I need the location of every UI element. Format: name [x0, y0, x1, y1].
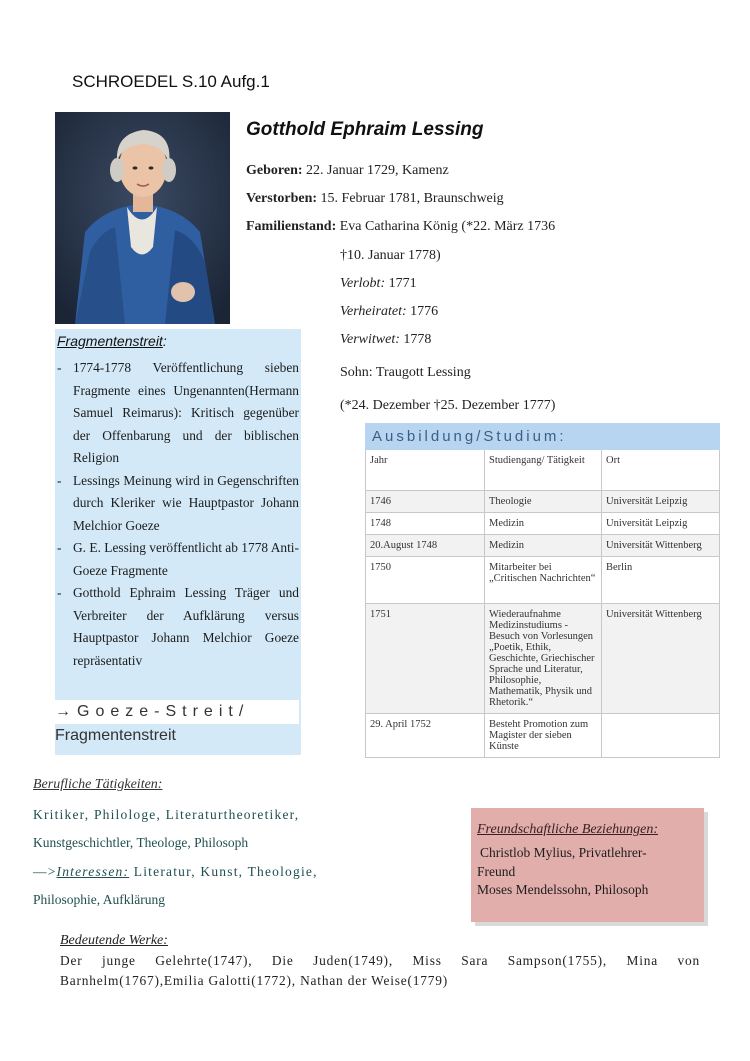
table-row — [366, 557, 720, 604]
table-cell: Universität Leipzig — [602, 513, 720, 535]
career-line-2: Kunstgeschichtler, Theologe, Philosoph — [33, 835, 249, 850]
family-cont: †10. Januar 1778) — [340, 248, 441, 263]
married-label: Verheiratet: — [340, 304, 407, 319]
family-line — [246, 219, 555, 235]
header-year: Jahr — [366, 450, 485, 491]
table-cell: Universität Wittenberg — [602, 604, 720, 714]
table-row — [366, 604, 720, 714]
table-cell: 1751 — [366, 604, 485, 714]
list-item: - 1774-1778 Veröffentlichung sieben Fragmente eines Ungenannten(Hermann Samuel Reimarus): Kritisch gegenüber der Offenbarung und der biblischen Religion — [57, 357, 299, 470]
born-value: 22. Januar 1729, Kamenz — [302, 163, 449, 178]
engaged-value: 1771 — [385, 276, 417, 291]
friendships-title: Freundschaftliche Beziehungen: — [477, 822, 659, 837]
table-cell: 1746 — [366, 491, 485, 513]
lessing-portrait — [55, 112, 230, 324]
table-row — [366, 535, 720, 557]
table-cell: Universität Leipzig — [602, 491, 720, 513]
table-row — [366, 714, 720, 758]
header-study: Studiengang/ Tätigkeit — [485, 450, 602, 491]
table-cell: Medizin — [485, 513, 602, 535]
table-cell: 20.August 1748 — [366, 535, 485, 557]
interests-prefix: —> — [33, 864, 57, 879]
widowed-line — [340, 332, 431, 348]
table-header-row — [366, 450, 720, 491]
family-label: Familienstand: — [246, 219, 337, 234]
born-label: Geboren: — [246, 163, 303, 178]
table-cell: Berlin — [602, 557, 720, 604]
engaged-line — [340, 276, 417, 292]
works-text: Der junge Gelehrte(1747), Die Juden(1749), Miss Sara Sampson(1755), Mina von Barnhelm(1767),Emilia Galotti(1772), Nathan der Weise(1779) — [60, 953, 700, 988]
table-cell: Theologie — [485, 491, 602, 513]
person-name: Gotthold Ephraim Lessing — [246, 119, 484, 140]
education-table — [365, 423, 720, 758]
table-cell: Universität Wittenberg — [602, 535, 720, 557]
son-dates: (*24. Dezember †25. Dezember 1777) — [340, 398, 556, 413]
goeze-streit-line: →Goeze-Streit/ — [55, 700, 299, 724]
married-line — [340, 304, 438, 320]
table-title-row — [366, 424, 720, 450]
family-value: Eva Catharina König (*22. März 1736 — [336, 219, 556, 234]
list-item: - Gotthold Ephraim Lessing Träger und Verbreiter der Aufklärung versus Hauptpastor Johann Melchior Goeze repräsentativ — [57, 582, 299, 672]
career-line-4: Philosophie, Aufklärung — [33, 892, 165, 907]
fragmentenstreit-colon: : — [162, 333, 167, 349]
table-cell: Wiederaufnahme Medizinstudiums -Besuch von Vorlesungen „Poetik, Ethik, Geschichte, Griechischer Sprache und Literatur, Philosophie, Mathematik, Physik und Rhetorik.“ — [485, 604, 602, 714]
portrait-image — [55, 112, 230, 324]
interests-line — [33, 864, 353, 880]
fragmentenstreit-title — [57, 333, 167, 349]
son-line: Sohn: Traugott Lessing — [340, 365, 471, 380]
fragmentenstreit-line: Fragmentenstreit — [55, 724, 179, 748]
education-title: Ausbildung/Studium: — [366, 424, 720, 450]
engaged-label: Verlobt: — [340, 276, 386, 291]
career-line-1: Kritiker, Philologe, Literaturtheoretiker, — [33, 807, 300, 822]
widowed-value: 1778 — [399, 332, 432, 347]
interests-value: Literatur, Kunst, Theologie, — [129, 864, 318, 879]
friend-line-1: Christlob Mylius, Privatlehrer- — [480, 845, 647, 860]
works-title: Bedeutende Werke: — [60, 933, 168, 948]
header-place: Ort — [602, 450, 720, 491]
died-line — [246, 191, 504, 207]
interests-label: Interessen: — [56, 864, 130, 879]
widowed-label: Verwitwet: — [340, 332, 400, 347]
career-title: Berufliche Tätigkeiten: — [33, 777, 163, 792]
friend-line-2: Freund — [477, 864, 516, 879]
table-cell: Besteht Promotion zum Magister der sieben Künste — [485, 714, 602, 758]
fragmentenstreit-title-text: Fragmentenstreit — [57, 333, 163, 349]
list-item: - Lessings Meinung wird in Gegenschriften durch Kleriker wie Hauptpastor Johann Melchior Goeze — [57, 470, 299, 538]
table-cell — [602, 714, 720, 758]
table-cell: 1750 — [366, 557, 485, 604]
table-row — [366, 513, 720, 535]
died-label: Verstorben: — [246, 191, 318, 206]
friend-line-3: Moses Mendelssohn, Philosoph — [477, 882, 649, 897]
married-value: 1776 — [406, 304, 439, 319]
died-value: 15. Februar 1781, Braunschweig — [317, 191, 504, 206]
born-line — [246, 163, 449, 179]
table-row — [366, 491, 720, 513]
table-cell: 1748 — [366, 513, 485, 535]
table-cell: Medizin — [485, 535, 602, 557]
list-item: - G. E. Lessing veröffentlicht ab 1778 Anti- Goeze Fragmente — [57, 537, 299, 582]
fragmentenstreit-list — [57, 357, 299, 672]
table-cell: Mitarbeiter bei „Critischen Nachrichten“ — [485, 557, 602, 604]
page-header: SCHROEDEL S.10 Aufg.1 — [72, 72, 270, 91]
table-cell: 29. April 1752 — [366, 714, 485, 758]
